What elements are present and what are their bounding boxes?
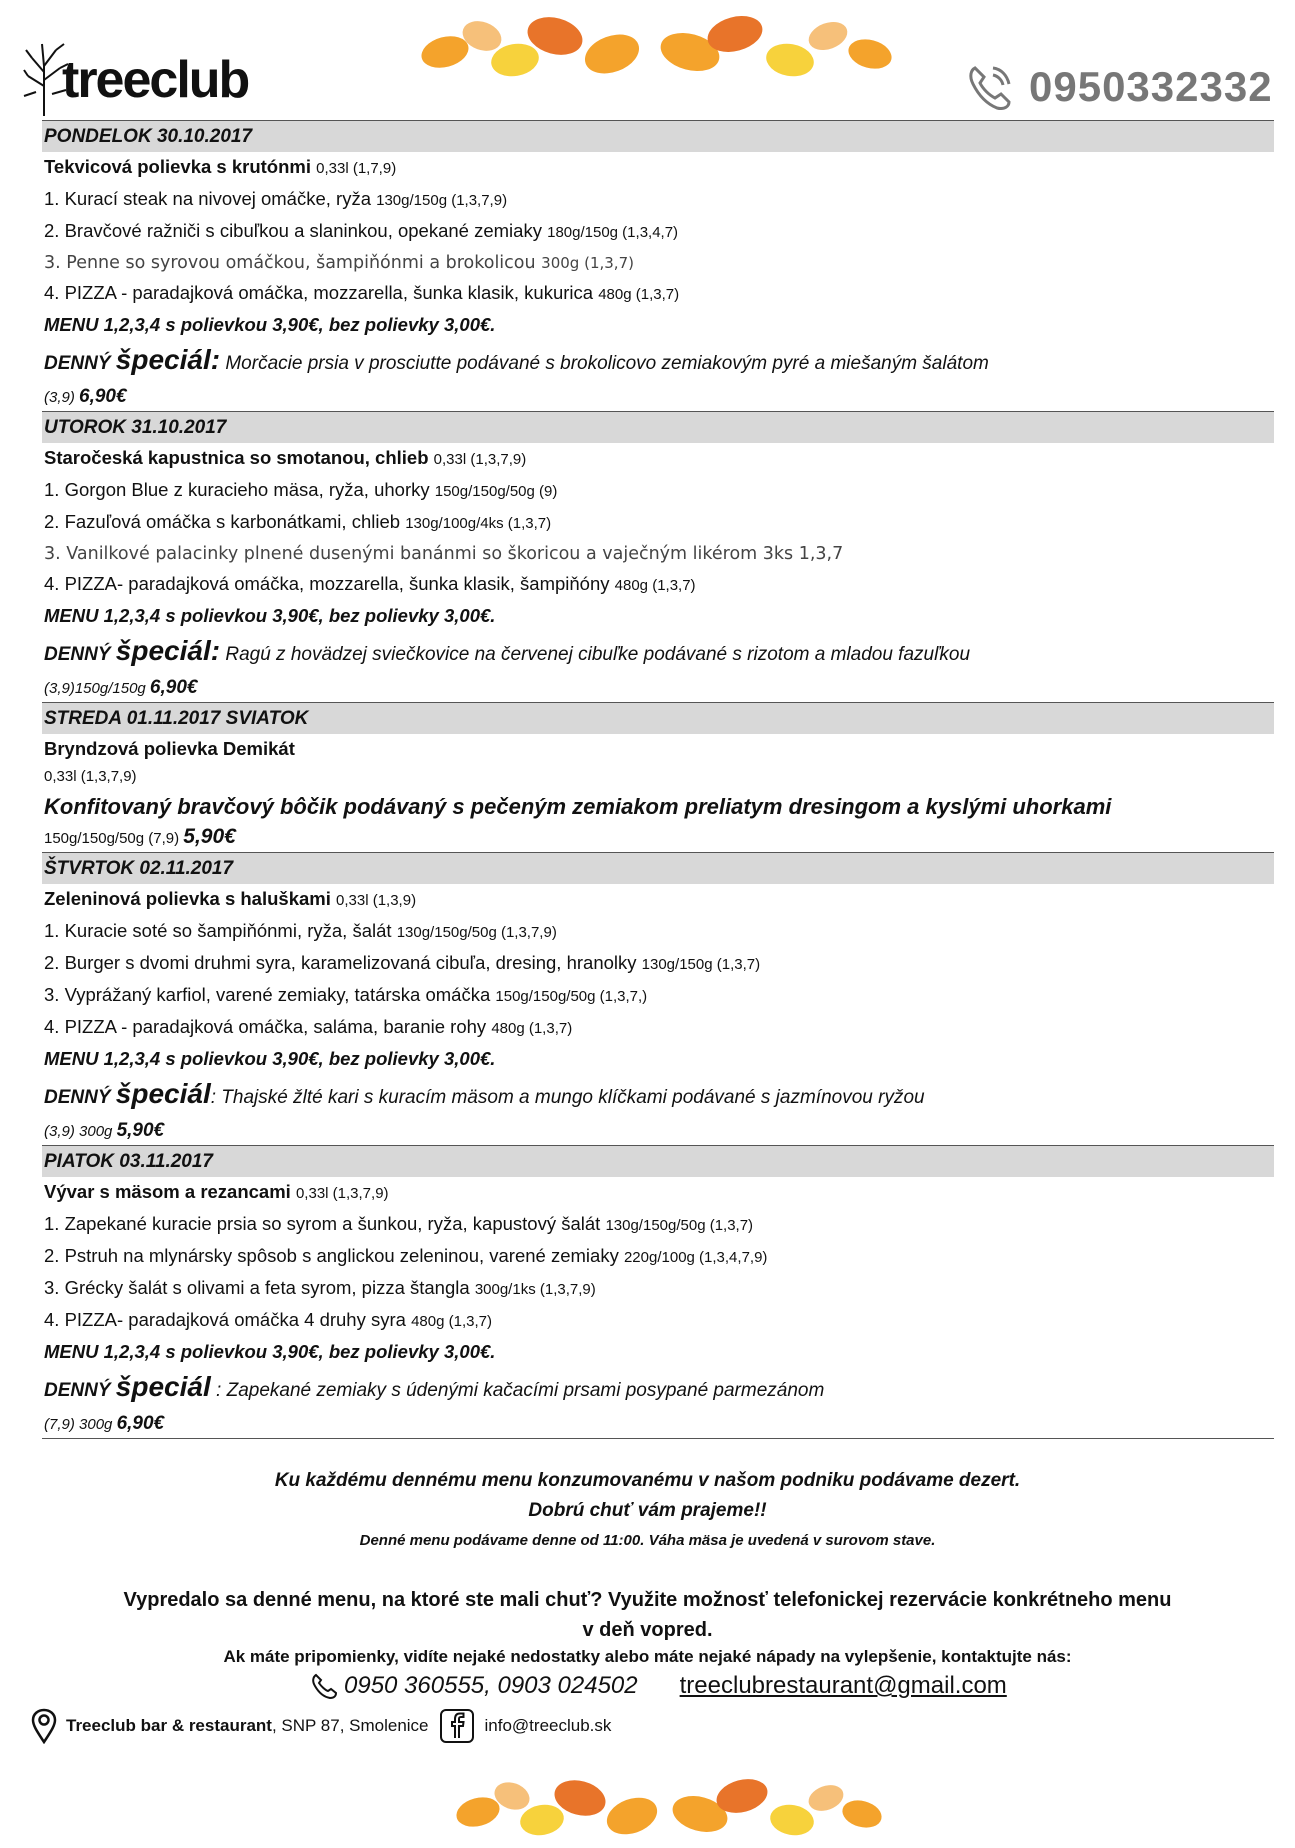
venue-address: , SNP 87, Smolenice [271,1716,429,1735]
menu-item-detail: 130g/150g (1,3,7,9) [376,192,508,209]
menu-item-detail: 300g/1ks (1,3,7,9) [474,1281,596,1298]
footer-soldout: Vypredalo sa denné menu, na ktoré ste mali chuť? Využite možnosť telefonickej rezervácie konkrétneho menu [123,1589,1172,1611]
special-word: špeciál: [115,635,221,666]
soup-detail: 0,33l (1,3,7,9) [433,451,527,468]
special-label: DENNÝ [44,1087,111,1108]
menu-item-text: 3. Vyprážaný karfiol, varené zemiaky, tatárska omáčka [44,984,491,1005]
soup-line [42,443,1274,475]
special-word: špeciál [115,1371,211,1402]
footer-soldout-block [0,1585,1295,1645]
day-section-friday [42,1145,1274,1438]
location-pin-icon [30,1708,58,1744]
day-section-wednesday [42,702,1274,852]
menu-item-text: 2. Bravčové ražniči s cibuľkou a slaninkou, opekané zemiaky [44,220,542,241]
dish-detail: 150g/150g/50g (7,9) [44,830,180,847]
special-price: 6,90€ [116,1413,165,1434]
day-title: STREDA 01.11.2017 SVIATOK [42,702,1274,734]
soup-detail: 0,33l (1,3,7,9) [295,1185,389,1202]
menu-item [42,1241,1274,1273]
soup-name: Vývar s mäsom a rezancami [44,1181,291,1202]
menu-item [42,507,1274,539]
daily-special [42,1074,1274,1118]
soup-name: Bryndzová polievka Demikát [44,738,295,759]
venue-name: Treeclub bar & restaurant [66,1716,272,1735]
footer-contacts [310,1672,1007,1700]
treeclub-logo [22,36,312,120]
daily-special [42,631,1274,675]
menu-item-detail: 130g/150g (1,3,7) [641,956,761,973]
menu-item [42,1209,1274,1241]
soup-line [42,1177,1274,1209]
soup-line [42,152,1274,184]
phone-icon [965,62,1015,112]
menu-price: MENU 1,2,3,4 s polievkou 3,90€, bez polievky 3,00€. [44,605,496,626]
menu-item [42,278,1274,310]
soup-name: Zeleninová polievka s haluškami [44,888,331,909]
menu-item-text: 4. PIZZA- paradajková omáčka 4 druhy syra [44,1309,406,1330]
soup-line [42,884,1274,916]
menu-item [42,569,1274,601]
footer-note: Denné menu podávame denne od 11:00. Váha mäsa je uvedená v surovom stave. [359,1532,936,1549]
menu-item [42,948,1274,980]
menu-item-text: 4. PIZZA - paradajková omáčka, saláma, baranie rohy [44,1016,487,1037]
menu-item-detail: 480g (1,3,7) [598,286,680,303]
menu-price: MENU 1,2,3,4 s polievkou 3,90€, bez polievky 3,00€. [44,1048,496,1069]
special-price: 6,90€ [79,386,127,407]
footer-phones[interactable]: 0950 360555, 0903 024502 [344,1672,638,1699]
menu-price: MENU 1,2,3,4 s polievkou 3,90€, bez polievky 3,00€. [44,314,496,335]
special-price: 5,90€ [116,1120,165,1141]
footer-email-link[interactable]: treeclubrestaurant@gmail.com [679,1672,1007,1699]
day-section-monday [42,120,1274,411]
menu-item-text: 1. Kurací steak na nivovej omáčke, ryža [44,188,371,209]
weekly-menu [42,120,1274,1439]
menu-price: MENU 1,2,3,4 s polievkou 3,90€, bez polievky 3,00€. [44,1341,496,1362]
menu-item [42,980,1274,1012]
soup-line [42,734,1274,764]
day-section-thursday [42,852,1274,1145]
menu-item [42,216,1274,248]
day-title: PONDELOK 30.10.2017 [42,120,1274,152]
footer-soldout-2: v deň vopred. [582,1619,713,1641]
menu-item-text: 2. Burger s dvomi druhmi syra, karamelizovaná cibuľa, dresing, hranolky [44,952,637,973]
special-label: DENNÝ [44,644,111,665]
footer-feedback: Ak máte pripomienky, vidíte nejaké nedostatky alebo máte nejaké nápady na vylepšenie, kontaktujte nás: [223,1647,1072,1666]
footer-address [30,1708,611,1744]
footer-dessert: Ku každému dennému menu konzumovanému v našom podniku podávame dezert. [274,1470,1021,1491]
header-phone-number: 0950332332 [1029,63,1273,110]
special-sub [42,1411,1274,1438]
menu-item-detail: 180g/150g (1,3,4,7) [547,224,679,241]
special-word: špeciál: [115,344,221,375]
special-sub [42,1118,1274,1145]
special-text: Ragú z hovädzej sviečkovice na červenej cibuľke podávané s rizotom a mladou fazuľkou [225,644,971,665]
special-word: špeciál [115,1078,211,1109]
menu-item [42,1305,1274,1337]
daily-special [42,340,1274,384]
special-detail: (3,9) 300g [44,1123,113,1140]
menu-item-text: 1. Gorgon Blue z kuracieho mäsa, ryža, uhorky [44,479,430,500]
header-phone [965,62,1273,112]
menu-item-detail: 130g/150g/50g (1,3,7) [605,1217,754,1234]
special-text: : Thajské žlté kari s kuracím mäsom a mungo klíčkami podávané s jazmínovou ryžou [210,1087,925,1108]
soup-detail: 0,33l (1,3,7,9) [44,768,137,785]
special-label: DENNÝ [44,353,111,374]
menu-item [42,475,1274,507]
menu-item [42,916,1274,948]
menu-item-detail: 130g/100g/4ks (1,3,7) [405,515,552,532]
special-price: 6,90€ [149,677,198,698]
menu-item [42,248,1274,278]
menu-item-text: 4. PIZZA - paradajková omáčka, mozzarella, šunka klasik, kukurica [44,282,594,303]
special-detail: (7,9) 300g [44,1416,113,1433]
special-sub [42,384,1274,411]
phone-icon [310,1672,338,1700]
daily-special [42,1367,1274,1411]
footer-wish: Dobrú chuť vám prajeme!! [528,1500,767,1521]
day-title: ŠTVRTOK 02.11.2017 [42,852,1274,884]
soup-detail: 0,33l (1,7,9) [316,160,397,177]
special-detail: (3,9) [44,389,75,406]
day-title: UTOROK 31.10.2017 [42,411,1274,443]
dish-sub [42,824,1274,852]
menu-item-detail: 220g/100g (1,3,4,7,9) [623,1249,768,1266]
menu-item-detail: 130g/150g/50g (1,3,7,9) [396,924,557,941]
special-text: Morčacie prsia v prosciutte podávané s brokolicovo zemiakovým pyré a miešaným šalátom [225,353,989,374]
facebook-email[interactable]: info@treeclub.sk [484,1716,612,1735]
menu-item [42,1273,1274,1305]
special-sub [42,675,1274,702]
day-section-tuesday [42,411,1274,702]
menu-item-detail: 480g (1,3,7) [411,1313,492,1330]
menu-item-text: 4. PIZZA- paradajková omáčka, mozzarella, šunka klasik, šampiňóny [44,573,610,594]
menu-item-text: 2. Fazuľová omáčka s karbonátkami, chlieb [44,511,401,532]
menu-item-text: 3. Vanilkové palacinky plnené dusenými banánmi so škoricou a vaječným likérom 3ks 1,3,7 [44,544,844,564]
dish-price: 5,90€ [183,825,236,848]
menu-item-detail: 150g/150g/50g (9) [434,483,558,500]
holiday-dish: Konfitovaný bravčový bôčik podávaný s pečeným zemiakom preliatym dresingom a kyslými uhorkami [44,794,1112,819]
menu-item-detail: 480g (1,3,7) [614,577,696,594]
menu-item-text: 2. Pstruh na mlynársky spôsob s anglickou zeleninou, varené zemiaky [44,1245,619,1266]
menu-end-rule [42,1438,1274,1439]
menu-item-text: 1. Zapekané kuracie prsia so syrom a šunkou, ryža, kapustový šalát [44,1213,601,1234]
facebook-icon[interactable] [439,1708,475,1744]
leaves-decoration-bottom [0,1762,1295,1842]
menu-item [42,539,1274,569]
special-text: : Zapekané zemiaky s údenými kačacími prsami posypané parmezánom [210,1380,825,1401]
special-detail: (3,9)150g/150g [44,680,146,697]
menu-item [42,1012,1274,1044]
menu-item-text: 1. Kuracie soté so šampiňónmi, ryža, šalát [44,920,392,941]
menu-item [42,184,1274,216]
special-label: DENNÝ [44,1380,111,1401]
menu-item-detail: 480g (1,3,7) [491,1020,573,1037]
logo-text: treeclub [62,51,249,109]
soup-detail: 0,33l (1,3,9) [336,892,417,909]
day-title: PIATOK 03.11.2017 [42,1145,1274,1177]
soup-name: Staročeská kapustnica so smotanou, chlieb [44,447,429,468]
soup-name: Tekvicová polievka s krutónmi [44,156,311,177]
menu-item-text: 3. Grécky šalát s olivami a feta syrom, pizza štangla [44,1277,470,1298]
menu-item-text: 3. Penne so syrovou omáčkou, šampiňónmi a brokolicou [44,253,536,273]
footer-dessert-block [0,1466,1295,1526]
menu-item-detail: 300g (1,3,7) [541,254,634,272]
menu-item-detail: 150g/150g/50g (1,3,7,) [495,988,648,1005]
